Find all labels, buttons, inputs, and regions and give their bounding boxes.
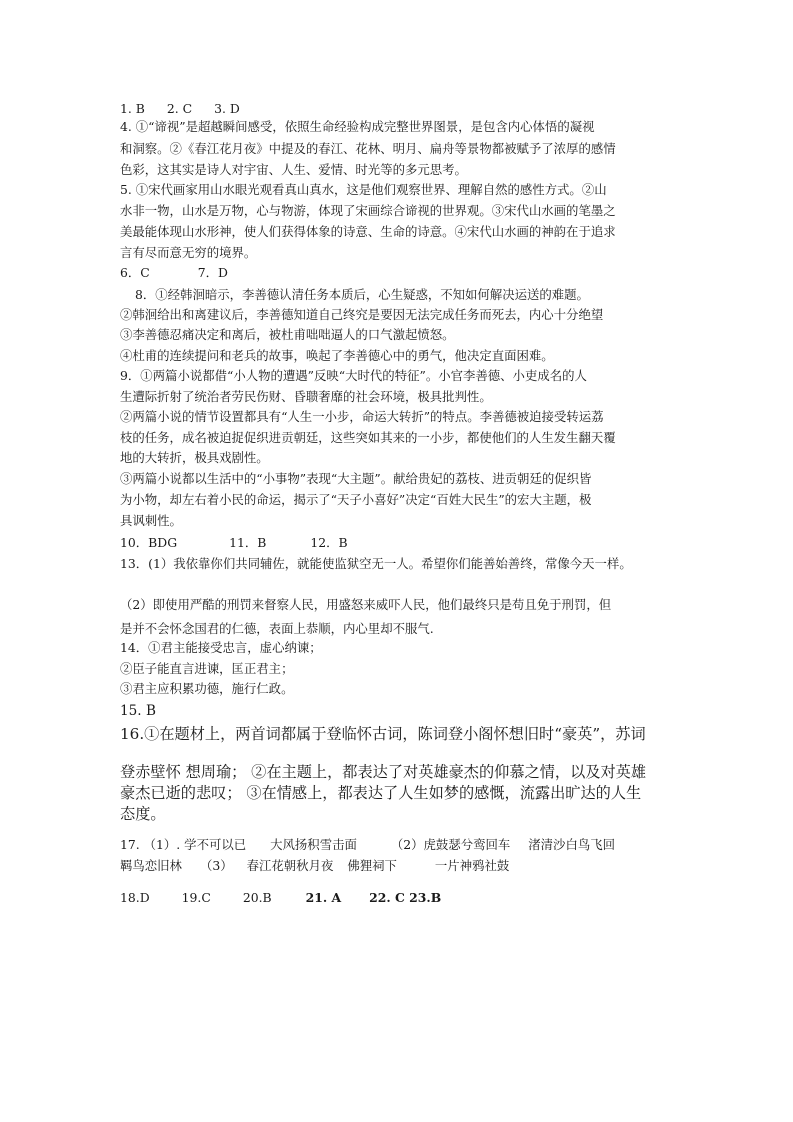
answer-5-line-2: 水非一物，山水是万物，心与物游，体现了宋画综合谛视的世界观。③宋代山水画的笔墨之 <box>120 203 616 218</box>
answer-17-line-1 <box>120 837 615 853</box>
answer-15: 15. B <box>120 703 156 719</box>
answer-4-line-2: 和洞察。②《春江花月夜》中提及的春江、花林、明月、扁舟等景物都被赋予了浓厚的感情 <box>120 141 616 156</box>
answer-17-3c: 一片神鸦社鼓 <box>434 858 510 873</box>
answer-16-line-3: 豪杰已逝的悲叹； ③在情感上，都表达了人生如梦的感慨，流露出旷达的人生 <box>120 784 642 802</box>
answer-17-3b: 佛狸祠下 <box>347 858 397 873</box>
answer-17-1b: 大风扬积雪击面 <box>270 837 357 852</box>
answer-17-1a: 17. （1）. 学不可以已 <box>120 837 247 852</box>
answer-6: 6．C <box>120 265 150 280</box>
answer-9-line-8: 具讽刺性。 <box>120 513 182 528</box>
answer-16-line-1: 16.①在题材上，两首词都属于登临怀古词，陈词登小阁怀想旧时“豪英”，苏词 <box>120 725 646 743</box>
answer-9-line-5: 地的大转折，极具戏剧性。 <box>120 450 269 465</box>
answer-4-line-3: 色彩，这其实是诗人对宇宙、人生、爱情、时光等的多元思考。 <box>120 162 467 177</box>
answer-10: 10．BDG <box>120 535 178 550</box>
answer-1: 1. B <box>120 101 145 116</box>
answer-2: 2. C <box>166 101 193 116</box>
answer-9-line-6: ③两篇小说都以生活中的“小事物”表现“大主题”。献给贵妃的荔枝、进贡朝廷的促织皆 <box>120 471 592 486</box>
answers-6-7 <box>120 265 228 281</box>
answers-22-23: 22. C 23.B <box>369 890 442 905</box>
answer-3: 3. D <box>214 101 240 116</box>
answers-18-23 <box>120 890 441 906</box>
answers-10-12 <box>120 535 348 551</box>
answer-14-line-1: 14．①君主能接受忠言，虚心纳谏； <box>120 640 322 655</box>
answer-5-line-1: 5. ①宋代画家用山水眼光观看真山真水，这是他们观察世界、理解自然的感性方式。②山 <box>120 182 607 197</box>
answer-7: 7．D <box>197 265 228 280</box>
answer-17-line-2 <box>120 858 509 874</box>
answer-17-2b: 渚清沙白鸟飞回 <box>528 837 616 852</box>
answer-13-2-line-2: 是并不会怀念国君的仁德，表面上恭顺，内心里却不服气. <box>120 621 434 636</box>
answer-19: 19.C <box>181 890 211 905</box>
answer-9-line-3: ②两篇小说的情节设置都具有“人生一小步，命运大转折”的特点。李善德被迫接受转运荔 <box>120 409 604 424</box>
answers-1-3 <box>120 101 240 117</box>
answer-11: 11．B <box>229 535 267 550</box>
answer-13-2-line-1: （2）即使用严酷的刑罚来督察人民，用盛怒来威吓人民，他们最终只是苟且免于刑罚，但 <box>120 597 612 612</box>
answer-12: 12．B <box>310 535 348 550</box>
answer-16-line-4: 态度。 <box>120 805 166 823</box>
answer-13-1: 13．(1）我依靠你们共同辅佐，就能使监狱空无一人。希望你们能善始善终，常像今天一样。 <box>120 556 632 571</box>
answer-16-line-2: 登赤壁怀 想周瑜； ②在主题上，都表达了对英雄豪杰的仰慕之情，以及对英雄 <box>120 763 647 781</box>
answer-8-line-3: ③李善德忍痛决定和离后，被杜甫咄咄逼人的口气激起愤怒。 <box>120 327 455 342</box>
answer-9-line-7: 为小物，却左右着小民的命运，揭示了“天子小喜好”决定“百姓大民生”的宏大主题，极 <box>120 492 592 507</box>
answer-9-line-2: 生遭际折射了统治者劳民伤财、昏聩奢靡的社会环境，极具批判性。 <box>120 389 492 404</box>
answer-8-line-2: ②韩洄给出和离建议后，李善德知道自己终究是要因无法完成任务而死去，内心十分绝望 <box>120 307 604 322</box>
answer-20: 20.B <box>242 890 272 905</box>
answer-17-3a: 春江花朝秋月夜 <box>246 858 334 873</box>
answer-8-line-4: ④杜甫的连续提问和老兵的故事，唤起了李善德心中的勇气，他决定直面困难。 <box>120 348 554 363</box>
answer-14-line-3: ③君主应积累功德，施行仁政。 <box>120 681 294 696</box>
answer-17-3-label: （3） <box>199 858 233 873</box>
answer-14-line-2: ②臣子能直言进谏，匡正君主； <box>120 661 294 676</box>
answer-8-line-1: 8．①经韩洄暗示，李善德认清任务本质后，心生疑惑，不知如何解决运送的难题。 <box>135 287 589 302</box>
answer-5-line-4: 言有尽而意无穷的境界。 <box>120 245 257 260</box>
answer-9-line-1: 9．①两篇小说都借“小人物的遭遇”反映“大时代的特征”。小官李善德、小吏成名的人 <box>120 368 587 383</box>
answer-4-line-1: 4. ①“谛视”是超越瞬间感受，依照生命经验构成完整世界图景，是包含内心体悟的凝视 <box>120 119 595 134</box>
answer-21: 21. A <box>305 890 342 905</box>
answer-9-line-4: 枝的任务，成名被迫捉促织进贡朝廷，这些突如其来的一小步，都使他们的人生发生翻天覆 <box>120 430 616 445</box>
answer-17-2c: 羁鸟恋旧林 <box>120 858 182 873</box>
answer-17-2a: （2）虎鼓瑟兮鸾回车 <box>390 837 511 852</box>
answer-5-line-3: 美最能体现山水形神，使人们获得体象的诗意、生命的诗意。④宋代山水画的神韵在于追求 <box>120 224 616 239</box>
answer-18: 18.D <box>120 890 150 905</box>
